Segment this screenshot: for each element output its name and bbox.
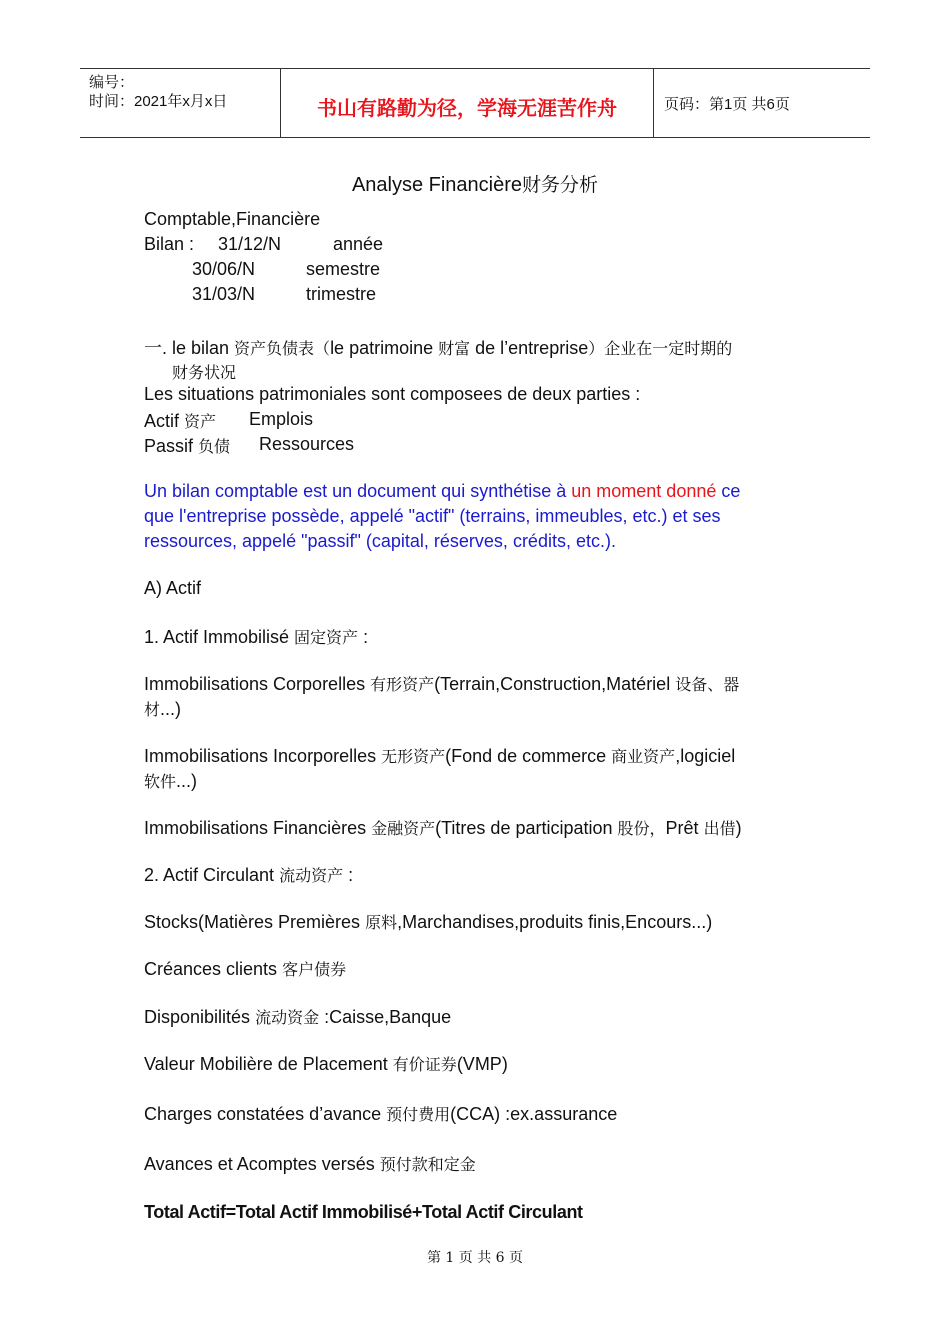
incorporelles-line: Immobilisations Incorporelles 无形资产(Fond de commerce 商业资产,logiciel [144,746,736,766]
financieres-line: Immobilisations Financières 金融资产(Titres de participation 股份，Prêt 出借) [144,818,742,838]
avances-line: Avances et Acomptes versés 预付款和定金 [144,1154,476,1174]
situations-line: Les situations patrimoniales sont composees de deux parties : [144,384,641,404]
definition-line-2: que l'entreprise possède, appelé "actif" (terrains, immeubles, etc.) et ses [144,506,721,526]
intro-line: Comptable,Financière [144,209,321,229]
passif-ressources: Ressources [259,434,355,454]
actif-line: Actif 资产 [144,411,217,431]
corporelles-line: Immobilisations Corporelles 有形资产(Terrain,Construction,Matériel 设备、器 [144,674,740,694]
stocks-line: Stocks(Matières Premières 原料,Marchandises,produits finis,Encours...) [144,912,713,932]
header-page-cell [654,69,870,137]
page-info: 页码：第1页 共6页 [664,96,790,113]
passif-line: Passif 负债 [144,436,231,456]
disponibilites-line: Disponibilités 流动资金 :Caisse,Banque [144,1007,452,1027]
definition-line-3: ressources, appelé "passif" (capital, réserves, crédits, etc.). [144,531,616,551]
actif-immobilise-heading: 1. Actif Immobilisé 固定资产 : [144,627,369,647]
number-label: 编号： [89,74,135,91]
bilan-label: Bilan : [144,234,195,254]
vmp-line: Valeur Mobilière de Placement 有价证券(VMP) [144,1054,508,1074]
definition-line-1: Un bilan comptable est un document qui synthétise à un moment donné ce [144,481,741,501]
motto: 书山有路勤为径，学海无涯苦作舟 [317,96,617,120]
actif-heading: A) Actif [144,578,202,598]
page-footer: 第 1 页 共 6 页 [426,1250,524,1266]
bilan-period-2: semestre [306,259,381,279]
incorporelles-line-cont: 软件...) [144,771,198,791]
total-actif-line: Total Actif=Total Actif Immobilisé+Total Actif Circulant [144,1202,583,1222]
creances-line: Créances clients 客户债券 [144,959,347,979]
page-title [0,170,950,197]
title-cn: 财务分析 [522,174,599,196]
corporelles-line-cont: 材...) [144,699,182,719]
cca-line: Charges constatées d’avance 预付费用(CCA) :ex.assurance [144,1104,618,1124]
section1-heading-cont: 财务状况 [172,363,237,382]
actif-circulant-heading: 2. Actif Circulant 流动资产 : [144,865,354,885]
bilan-date-2: 30/06/N [192,259,256,279]
actif-emplois: Emplois [249,409,314,429]
bilan-date-3: 31/03/N [192,284,256,304]
bilan-period-3: trimestre [306,284,377,304]
bilan-period-1: année [333,234,384,254]
date-label: 时间：2021年x月x日 [89,93,228,110]
document-header [80,68,870,138]
section1-heading: 一. le bilan 资产负债表（le patrimoine 财富 de l’entreprise）企业在一定时期的 [144,338,733,358]
title-fr: Analyse Financière [351,174,523,196]
header-meta-cell [80,69,281,137]
header-motto-cell [281,69,654,137]
bilan-date-1: 31/12/N [218,234,282,254]
